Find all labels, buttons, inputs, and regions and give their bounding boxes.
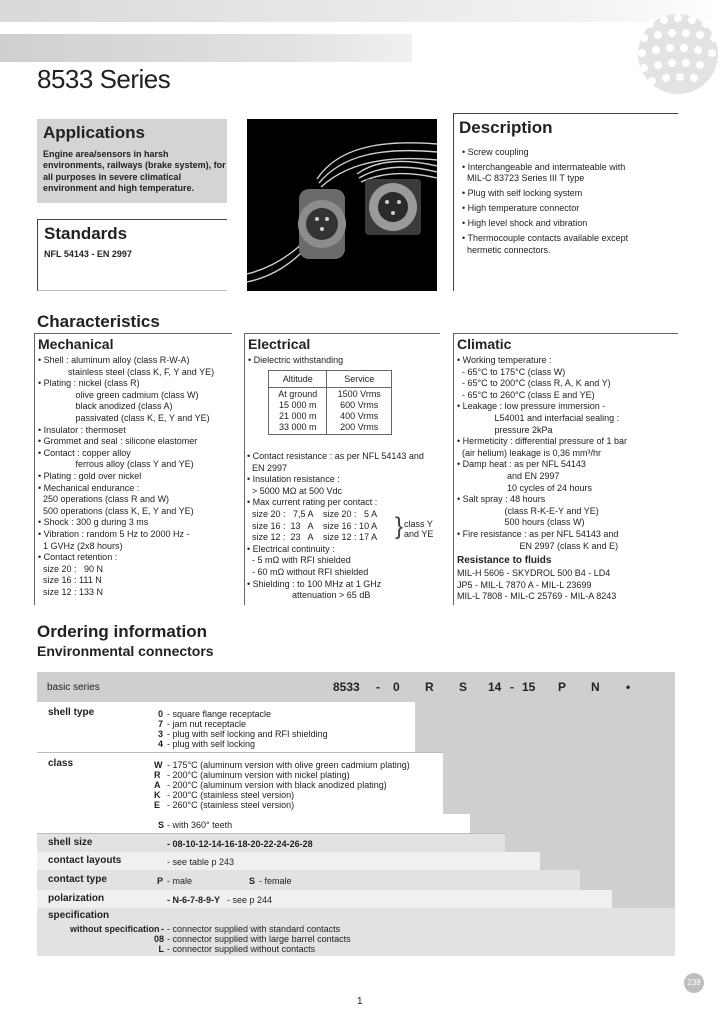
brace-symbol: }: [395, 513, 404, 540]
table-row: [269, 388, 392, 435]
shell-size-label: shell size: [48, 837, 93, 848]
list-item: • Screw coupling: [462, 147, 529, 157]
standards-box: [37, 219, 227, 291]
table-cell: 33 000 m: [278, 421, 317, 432]
code-part: -: [376, 680, 380, 694]
code-part: S: [459, 680, 468, 694]
polarization-row: [37, 890, 612, 908]
climatic-text: • Working temperature : - 65°C to 175°C (class W) - 65°C to 200°C (class R, A, K and Y) - 65°C to 260°C (class E and YE) • Leakage : low pressure immersion - L54001 and interfacial sealing : pressure 2kPa • Hermeticity : differential pressure of 1 bar (air helium) leakage is 0,36 mm³/hr • Damp heat : as per NFL 54143 and EN 2997 10 cycles of 24 hours • Salt spray : 48 hours (class R-K-E-Y and YE) 500 hours (class W) • Fire resistance : as per NFL 54143 and EN 2997 (class K and E): [457, 355, 628, 551]
code-col-15: [540, 852, 675, 870]
table-cell: 600 Vrms: [340, 399, 379, 410]
table-header: Service: [327, 371, 392, 388]
code-part: 8533: [333, 680, 360, 694]
dielectric-table: [268, 370, 392, 435]
ordering-subtitle: Environmental connectors: [37, 643, 214, 659]
contact-type-s-code: S: [249, 876, 256, 886]
basic-series-label: basic series: [47, 682, 100, 693]
specification-sub-label: without specification: [70, 924, 160, 934]
applications-title: Applications: [43, 123, 146, 142]
electrical-title: Electrical: [248, 336, 311, 352]
class-s-code: S: [158, 820, 165, 830]
ordering-title: Ordering information: [37, 622, 207, 641]
contact-type-s-text: - female: [259, 876, 292, 886]
code-col-s: [470, 814, 675, 834]
description-title: Description: [459, 118, 553, 137]
contact-type-row: [37, 870, 580, 890]
code-part: R: [425, 680, 434, 694]
table-header: Altitude: [269, 371, 327, 388]
class-codes: W R A K E: [154, 760, 163, 810]
code-part: •: [626, 680, 631, 694]
code-col-0: [415, 702, 675, 752]
applications-box: [37, 119, 227, 203]
characteristics-title: Characteristics: [37, 312, 160, 331]
climatic-section: [453, 333, 678, 605]
page-badge: 238: [684, 973, 704, 993]
connector-photo: [247, 119, 437, 291]
table-cell: At ground: [278, 389, 318, 399]
contact-type-p-code: P: [157, 876, 164, 886]
contact-type-label: contact type: [48, 874, 107, 885]
divider: [37, 833, 505, 834]
polarization-codes: - N-6-7-8-9-Y: [167, 895, 221, 905]
code-part: -: [510, 680, 514, 694]
polarization-label: polarization: [48, 893, 105, 904]
header-band: [0, 34, 412, 62]
list-item: • Interchangeable and intermateable with MIL-C 83723 Series III T type: [462, 161, 626, 184]
description-box: [453, 113, 678, 291]
table-cell: 400 Vrms: [340, 410, 379, 421]
standards-text: NFL 54143 - EN 2997: [44, 249, 132, 259]
divider: [37, 752, 443, 753]
list-item: • High level shock and vibration: [462, 218, 588, 229]
code-part: P: [558, 680, 567, 694]
polarization-text: - see p 244: [227, 895, 273, 905]
electrical-intro: • Dielectric withstanding: [248, 355, 344, 365]
code-col-n: [612, 890, 675, 908]
contact-type-p-text: - male: [167, 876, 193, 886]
code-part: 0: [393, 680, 400, 694]
table-cell: 1500 Vrms: [337, 389, 381, 399]
standards-title: Standards: [44, 224, 128, 243]
class-label: class: [48, 758, 74, 769]
shell-type-text: - square flange receptacle - jam nut receptacle - plug with self locking and RFI shielding - plug with self locking: [167, 709, 328, 749]
class-text: - 175°C (aluminum version with olive green cadmium plating) - 200°C (aluminum version with nickel plating) - 200°C (aluminum version with black anodized plating) - 200°C (stainless steel version) - 260°C (stainless steel version): [167, 760, 410, 810]
climatic-title: Climatic: [457, 336, 512, 352]
table-cell: 200 Vrms: [340, 421, 379, 432]
page-number: 1: [357, 996, 363, 1007]
list-item: • High temperature connector: [462, 203, 580, 214]
mechanical-section: [34, 333, 232, 605]
contact-layouts-text: - see table p 243: [167, 857, 235, 867]
table-cell: 21 000 m: [278, 410, 317, 421]
code-col-14: [505, 834, 675, 852]
page-title: 8533 Series: [37, 64, 171, 94]
fluids-title: Resistance to fluids: [457, 555, 552, 566]
dot-pattern-logo: [588, 4, 720, 94]
electrical-text: • Contact resistance : as per NFL 54143 and EN 2997 • Insulation resistance : > 5000 MΩ at 500 Vdc • Max current rating per contact : size 20 : 7,5 A size 20 : 5 A size 16 : 13 A size 16 : 10 A size 12 : 23 A size 12 : 17 A • Electrical continuity : - 5 mΩ with RFI shielded - 60 mΩ without RFI shielded • Shielding : to 100 MHz at 1 GHz attenuation > 65 dB: [247, 451, 424, 601]
specification-label: specification: [48, 910, 110, 921]
contact-layouts-label: contact layouts: [48, 855, 122, 866]
shell-type-codes: 0 7 3 4: [158, 709, 164, 749]
code-part: 14: [488, 680, 502, 694]
code-part: 15: [522, 680, 536, 694]
table-cell: 15 000 m: [278, 399, 317, 410]
code-part: N: [591, 680, 600, 694]
specification-text: - connector supplied with standard contacts - connector supplied with large barrel contacts - connector supplied without contacts: [167, 924, 351, 954]
fluids-text: MIL-H 5606 - SKYDROL 500 B4 - LD4 JP5 - MIL-L 7870 A - MIL-L 23699 MIL-L 7808 - MIL-C 25769 - MIL-A 8243: [457, 568, 617, 602]
code-col-p: [580, 870, 675, 890]
class-s-text: - with 360° teeth: [167, 820, 233, 830]
applications-text: Engine area/sensors in harsh environments, railways (brake system), for all purposes in severe climatical environment and high temperature.: [43, 149, 226, 194]
list-item: • Thermocouple contacts available except hermetic connectors.: [462, 233, 629, 255]
specification-codes: - 08 L: [153, 924, 164, 954]
code-col-r: [443, 752, 675, 814]
shell-type-label: shell type: [48, 707, 95, 718]
mechanical-title: Mechanical: [38, 336, 114, 352]
shell-size-text: - 08-10-12-14-16-18-20-22-24-26-28: [167, 839, 313, 849]
mechanical-text: • Shell : aluminum alloy (class R-W-A) stainless steel (class K, F, Y and YE) • Plating : nickel (class R) olive green cadmium (class W) black anodized (class A) passivated (class K, E, Y and YE) • Insulator : thermoset • Grommet and seal : silicone elastomer • Contact : copper alloy ferrous alloy (class Y and YE) • Plating : gold over nickel • Mechanical endurance : 250 operations (class R and W) 500 operations (class K, E, Y and YE) • Shock : 300 g during 3 ms • Vibration : random 5 Hz to 2000 Hz - 1 GVHz (2x8 hours) • Contact retention : size 20 : 90 N size 16 : 111 N size 12 : 133 N: [38, 355, 215, 597]
class-note: class Y and YE: [404, 519, 434, 539]
description-list: [462, 147, 677, 260]
list-item: • Plug with self locking system: [462, 188, 583, 199]
